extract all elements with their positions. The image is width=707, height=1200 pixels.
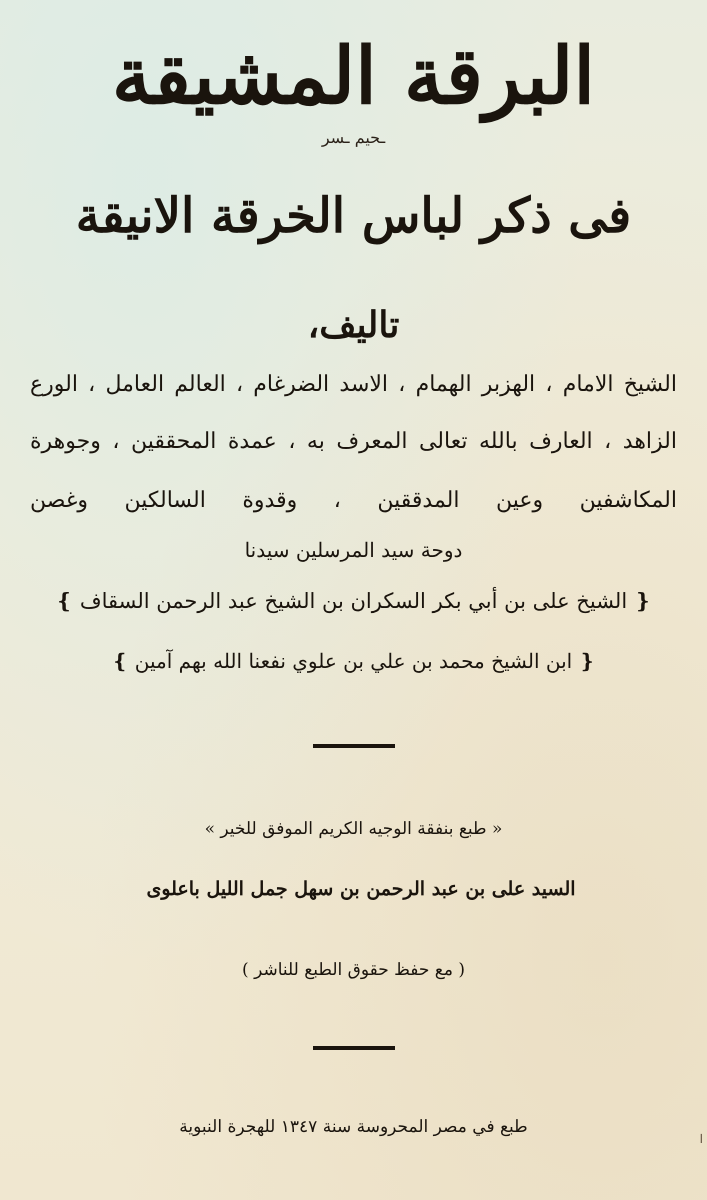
copyright-note: ( مع حفظ حقوق الطبع للناشر ) [242, 960, 465, 980]
author-name-text: الشيخ على بن أبي بكر السكران بن الشيخ عبد الرحمن السقاف [79, 589, 628, 613]
section-divider [313, 1046, 395, 1050]
book-subtitle: فى ذكر لباس الخرقة الانيقة [75, 188, 632, 244]
publication-footer: طبع في مصر المحروسة سنة ١٣٤٧ للهجرة النبوية [179, 1117, 528, 1137]
author-description-line-4: دوحة سيد المرسلين سيدنا [244, 538, 463, 562]
printing-sponsor-name: السيد على بن عبد الرحمن بن سهل جمل الليل باعلوى [146, 878, 576, 900]
authorship-label: تاليف، [307, 304, 400, 346]
section-divider [313, 744, 395, 748]
author-lineage-text: ابن الشيخ محمد بن علي بن علوي نفعنا الله بهم آمين [134, 649, 573, 673]
author-description-line-2: الزاهد ، العارف بالله تعالى المعرف به ، عمدة المحققين ، وجوهرة [30, 429, 677, 454]
printing-sponsor-line: « طبع بنفقة الوجيه الكريم الموفق للخير » [204, 819, 503, 839]
right-ornament: ❵ [111, 649, 129, 673]
author-name-line [40, 584, 667, 618]
author-lineage-line [30, 644, 677, 678]
right-ornament: ❵ [55, 589, 74, 613]
left-ornament: ❴ [633, 589, 652, 613]
left-ornament: ❴ [578, 649, 596, 673]
author-description-line-3: المكاشفين وعين المدققين ، وقدوة السالكين وغصن [30, 488, 677, 513]
book-title: البرقة المشيقة [111, 31, 596, 122]
author-description-line-1: الشيخ الامام ، الهزبر الهمام ، الاسد الضرغام ، العالم العامل ، الورع [30, 372, 677, 397]
title-flourish: ـحيم ـسر [321, 128, 386, 147]
page-edge-mark: ا [699, 1132, 703, 1146]
